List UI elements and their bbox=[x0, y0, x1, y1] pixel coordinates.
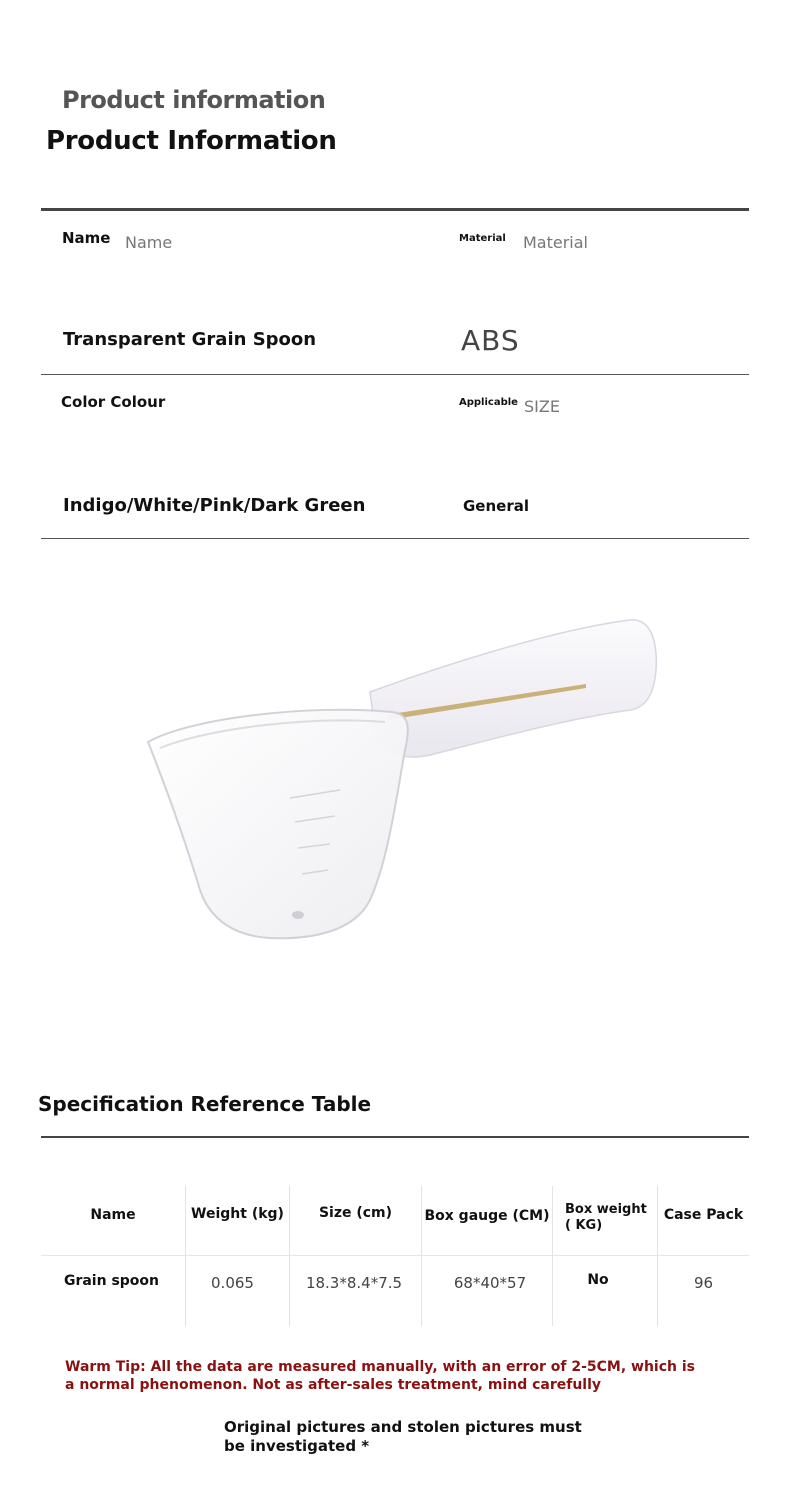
material-label-alt: Material bbox=[523, 233, 588, 252]
divider bbox=[41, 208, 749, 211]
copyright-note: Original pictures and stolen pictures must be investigated * bbox=[224, 1418, 582, 1455]
size-label: SIZE bbox=[524, 397, 560, 416]
color-value: Indigo/White/Pink/Dark Green bbox=[63, 495, 366, 516]
name-label: Name bbox=[62, 229, 111, 247]
applicable-label: Applicable bbox=[459, 397, 518, 408]
divider bbox=[41, 538, 749, 539]
name-value: Transparent Grain Spoon bbox=[63, 329, 317, 350]
spoon-bowl bbox=[148, 710, 408, 939]
table-header-name: Name bbox=[90, 1207, 136, 1223]
table-header-case-pack: Case Pack bbox=[663, 1207, 744, 1223]
table-cell-weight: 0.065 bbox=[211, 1274, 254, 1292]
bowl-hole bbox=[292, 911, 304, 919]
table-header-size: Size (cm) bbox=[318, 1205, 393, 1221]
applicable-value: General bbox=[463, 497, 529, 515]
table-cell-box-weight: No bbox=[587, 1272, 609, 1288]
table-cell-box-gauge: 68*40*57 bbox=[453, 1274, 527, 1292]
page-title: Product Information bbox=[46, 126, 337, 156]
divider bbox=[41, 374, 749, 375]
table-cell-name: Grain spoon bbox=[63, 1273, 160, 1289]
table-cell-size: 18.3*8.4*7.5 bbox=[305, 1274, 403, 1292]
table-header-weight: Weight (kg) bbox=[191, 1206, 284, 1222]
row-divider bbox=[41, 1255, 749, 1256]
table-cell-case-pack: 96 bbox=[693, 1274, 714, 1292]
warm-tip: Warm Tip: All the data are measured manually, with an error of 2-5CM, which is a normal phenomenon. Not as after-sales treatment, mind carefully bbox=[65, 1359, 696, 1393]
column-divider bbox=[552, 1186, 553, 1326]
table-header-box-weight: Box weight ( KG) bbox=[565, 1202, 647, 1233]
material-label: Material bbox=[459, 233, 506, 244]
material-value: ABS bbox=[461, 324, 520, 357]
spoon-handle bbox=[370, 620, 656, 757]
spec-title: Specification Reference Table bbox=[38, 1092, 372, 1116]
spoon-illustration bbox=[130, 600, 670, 960]
color-label: Color Colour bbox=[61, 393, 166, 411]
section-subtitle: Product information bbox=[62, 86, 326, 114]
name-label-alt: Name bbox=[125, 233, 173, 252]
table-header-box-gauge: Box gauge (CM) bbox=[424, 1208, 550, 1224]
divider bbox=[41, 1136, 749, 1138]
